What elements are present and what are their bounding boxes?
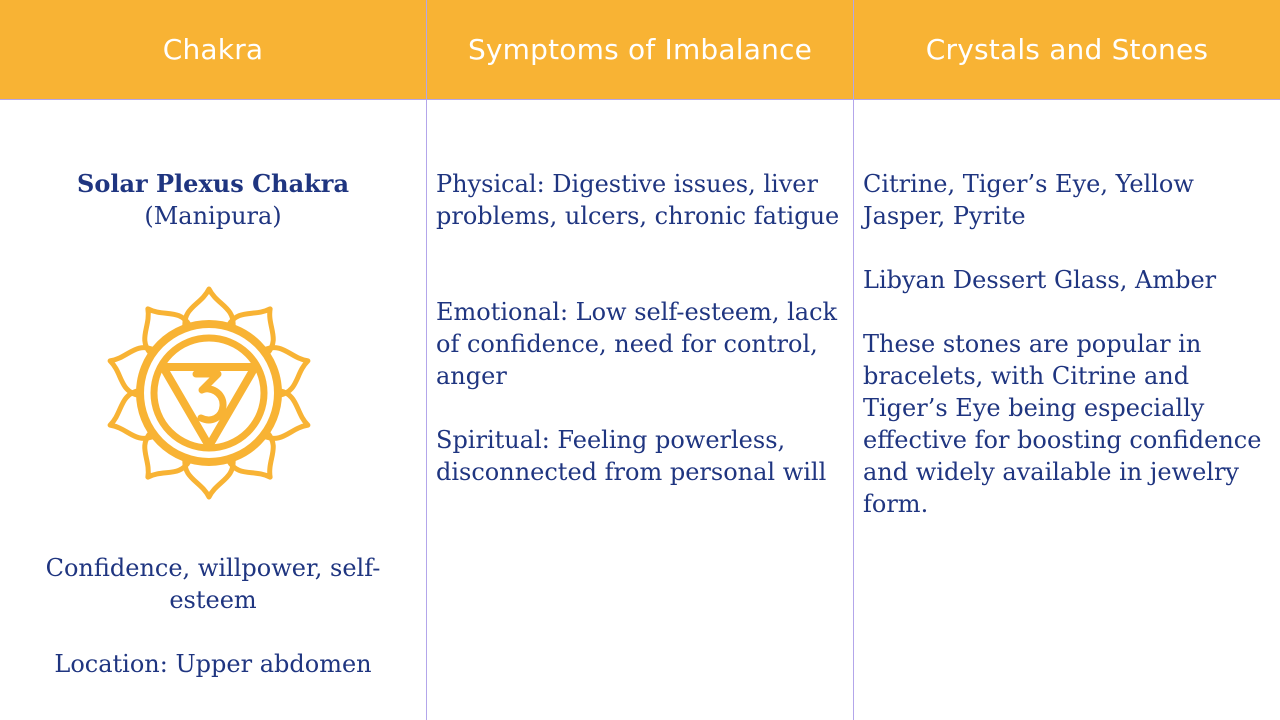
crystals-secondary: Libyan Dessert Glass, Amber xyxy=(863,266,1217,294)
table-header xyxy=(0,0,1280,100)
chakra-sanskrit-name: (Manipura) xyxy=(144,202,282,230)
chakra-location: Location: Upper abdomen xyxy=(54,650,372,678)
symptom-emotional: Emotional: Low self-esteem, lack of confidence, need for control, anger xyxy=(436,298,838,390)
symptom-spiritual: Spiritual: Feeling powerless, disconnected from personal will xyxy=(436,426,827,486)
header-chakra: Chakra xyxy=(162,33,264,66)
column-divider xyxy=(426,0,427,720)
chakra-name: Solar Plexus Chakra xyxy=(77,169,349,198)
header-crystals: Crystals and Stones xyxy=(925,33,1209,66)
chakra-keywords: Confidence, willpower, self-esteem xyxy=(45,554,381,614)
column-divider xyxy=(853,0,854,720)
header-symptoms: Symptoms of Imbalance xyxy=(467,33,813,66)
crystals-note: These stones are popular in bracelets, with Citrine and Tiger’s Eye being especially effective for boosting confidence and widely available in jewelry form. xyxy=(863,330,1262,518)
symptom-physical: Physical: Digestive issues, liver problems, ulcers, chronic fatigue xyxy=(436,170,840,230)
crystals-primary: Citrine, Tiger’s Eye, Yellow Jasper, Pyrite xyxy=(863,170,1194,230)
solar-plexus-symbol-icon xyxy=(106,286,312,500)
